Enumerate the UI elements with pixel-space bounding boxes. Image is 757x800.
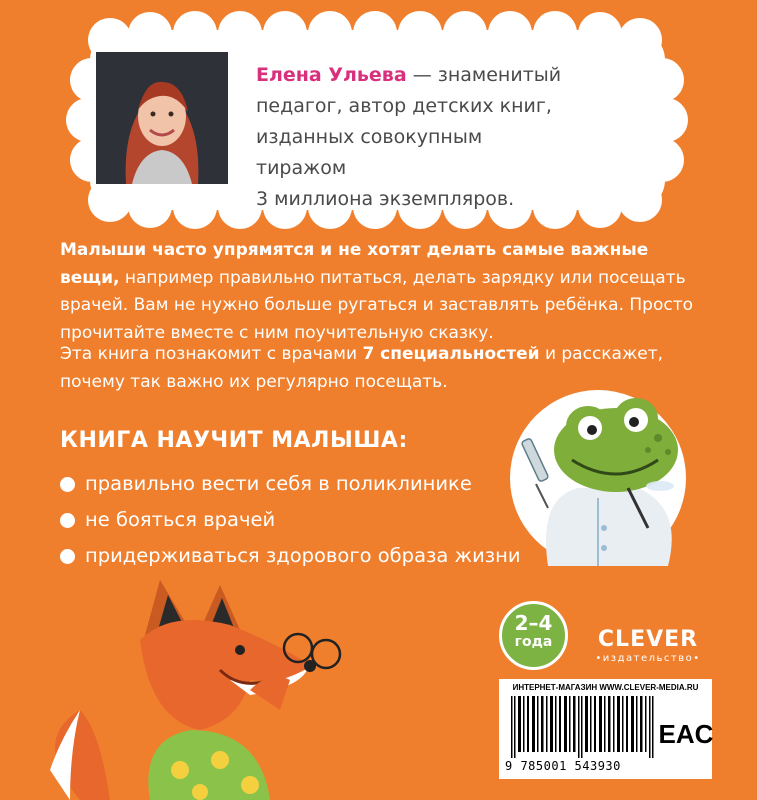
description-p2-bold: 7 специальностей: [362, 344, 540, 364]
author-bio-line4: 3 миллиона экземпляров.: [256, 188, 515, 210]
author-bio-line1: — знаменитый: [412, 64, 562, 86]
eac-text: EAC: [658, 719, 714, 749]
description-p2-before: Эта книга познакомит с врачами: [60, 344, 358, 364]
author-bio-line3: изданных совокупным тиражом: [256, 126, 483, 179]
shop-url: ИНТЕРНЕТ-МАГАЗИН WWW.CLEVER-MEDIA.RU: [512, 683, 699, 692]
frog-doctor-illustration: [508, 388, 688, 568]
author-bio-line2: педагог, автор детских книг,: [256, 95, 552, 117]
fox-illustration: [40, 570, 360, 800]
skills-list: [60, 466, 521, 574]
publisher-logo: [588, 628, 708, 666]
barcode-panel: [499, 679, 712, 779]
publisher-subtitle: •издательство•: [595, 653, 701, 664]
age-range: 2–4: [514, 611, 553, 635]
isbn-number: 9 785001 543930: [505, 759, 621, 773]
age-unit: года: [514, 634, 553, 650]
skill-item: правильно вести себя в поликлинике: [60, 466, 521, 502]
skill-item: не бояться врачей: [60, 502, 521, 538]
author-name: Елена Ульева: [256, 64, 407, 86]
publisher-name: CLEVER: [597, 627, 699, 652]
skill-item: придерживаться здорового образа жизни: [60, 538, 521, 574]
author-bio: [256, 60, 576, 215]
age-badge: [499, 601, 568, 670]
description-rest: например правильно питаться, делать зарядку или посещать врачей. Вам не нужно больше ругаться и заставлять ребёнка. Просто прочитайте вместе с ним поучительную сказку.: [60, 267, 694, 343]
eac-mark: [658, 703, 714, 755]
description-p2-after: и расскажет, почему так важно их регулярно посещать.: [60, 344, 664, 392]
barcode: [509, 696, 659, 758]
author-photo: [96, 52, 228, 184]
description-paragraph-1: [60, 237, 700, 347]
description-bold-lead: Малыши часто упрямятся и не хотят делать самые важные вещи,: [60, 240, 649, 288]
skills-heading: КНИГА НАУЧИТ МАЛЫША:: [60, 428, 408, 453]
